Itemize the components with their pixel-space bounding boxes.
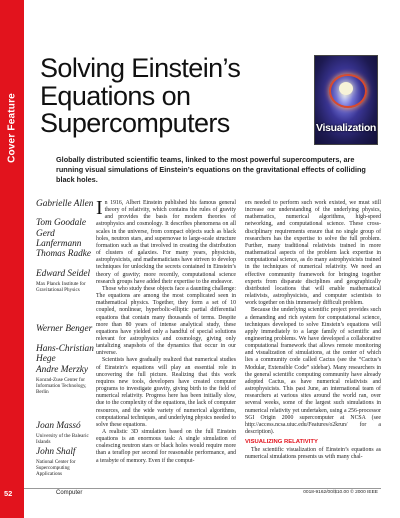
article-deck: Globally distributed scientific teams, linked to the most powerful supercomputers, are running visual simulations of Einstein’s equations on the gravitational effects of colliding black holes. (56, 155, 366, 184)
title-line-2: Equations on (40, 80, 191, 111)
author (36, 325, 96, 335)
page-number-box (0, 488, 24, 500)
magazine-name: Computer (56, 490, 83, 496)
author-name: Andre Merzky (36, 365, 89, 375)
author-affiliation: Konrad-Zuse Center for Information Technology, Berlin (36, 376, 87, 396)
author (36, 200, 96, 210)
body-column-2 (245, 200, 381, 462)
cover-feature-bar (0, 0, 24, 518)
author-name: Hans-Christian Hege (36, 344, 94, 364)
author-name: Edward Seidel (36, 269, 91, 279)
author (36, 250, 96, 260)
author (36, 345, 96, 364)
body-paragraph (96, 197, 236, 286)
body-paragraph: Those who study these objects face a daunting challenge: The equations are among the most complicated seen in mathematical physics. Together, they form a set of 10 coupled, nonlinear, hyperbolic-elliptic partial differential equations that contain many thousands of terms. Despite more than 80 years of intense analytical study, these equations have yielded only a handful of special solutions relevant for astrophysics and cosmology, giving only tantalizing snapshots of the dynamics that occur in our universe. (96, 285, 236, 357)
author-name: Gabrielle Allen (36, 199, 94, 209)
black-hole-core (339, 82, 353, 95)
body-paragraph: A realistic 3D simulation based on the full Einstein equations is an enormous task: A single simulation of coalescing neutron stars or black holes would require more than a teraflop per second for reasonable performance, and a terabyte of memory. Even if the comput- (96, 429, 236, 464)
author-affiliation: University of the Balearic Islands (36, 432, 89, 445)
imprint: 0018-9162/00/$10.00 © 2000 IEEE (303, 490, 378, 495)
title-line-3: Supercomputers (40, 108, 230, 138)
author (36, 422, 96, 445)
author-name: Thomas Radke (36, 249, 92, 259)
black-hole-visualization-image (314, 55, 378, 145)
section-heading: VISUALIZING RELATIVITY (245, 439, 318, 446)
body-column-1 (96, 197, 236, 465)
author-affiliation: National Center for Supercomputing Applications (36, 458, 76, 478)
section-label: Cover Feature (6, 93, 18, 163)
page-footer (0, 488, 400, 500)
author (36, 448, 96, 477)
drop-cap: I (96, 197, 103, 219)
title-line-1: Solving Einstein’s (40, 53, 241, 83)
author (36, 230, 96, 249)
footer-rule (24, 488, 381, 489)
section-label-wrap (2, 48, 22, 208)
author-name: Gerd Lanfermann (36, 229, 82, 249)
page-number: 52 (4, 489, 13, 498)
author-name: Joan Massó (36, 421, 81, 431)
author-name: Tom Goodale (36, 218, 87, 228)
author (36, 219, 96, 229)
body-text: n 1916, Albert Einstein published his famous general theory of relativity, which contains the rules of gravity and provides the basis for modern theories of astrophysics and cosmology. It describes phenomena on all scales in the universe, from compact objects such as black holes, neutron stars, and supernovae to large-scale structure formation such as that involved in creating the distribution of clusters of galaxies. For many years, physicists, astrophysicists, and mathematicians have striven to develop techniques for unlocking the secrets contained in Einstein’s theory of gravity; more recently, computational science research groups have added their expertise to the endeavor. (96, 200, 236, 285)
author (36, 366, 96, 395)
body-paragraph: The scientific visualization of Einstein’s equations as numerical simulations presents us with many chal- (245, 447, 381, 461)
author (36, 270, 96, 293)
image-label: Visualization (315, 122, 377, 134)
body-paragraph: Scientists have gradually realized that numerical studies of Einstein’s equations will play an essential role in uncovering the full picture. Realizing that this work requires new tools, developers have created computer programs to investigate gravity, giving birth to the field of numerical relativity. Progress here has been initially slow, due to the complexity of the equations, the lack of computer resources, and the wide variety of numerical algorithms, computational techniques, and underlying physics needed to solve these equations. (96, 357, 236, 428)
body-paragraph: Because the underlying scientific project provides such a demanding and rich system for computational science, techniques developed to solve Einstein’s equations will apply immediately to a large family of scientific and engineering problems. We have developed a collaborative computational framework that allows remote monitoring and visualization of simulations, at the center of which lies a community code called Cactus (see the “Cactus’s Modular, Extensible Code” sidebar). Many researchers in the general scientific computing community have already adopted Cactus, as have numerical relativists and astrophysicists. This past June, an international team of researchers at various sites around the world ran, over several weeks, some of the largest such simulations in numerical relativity yet undertaken, using a 256-processor SGI Origin 2000 supercomputer at NCSA (see http://access.ncsa.uiuc.edu/Features/o2krun/ for a description). (245, 307, 381, 435)
article-title (40, 55, 300, 138)
author-name: John Shalf (36, 447, 76, 457)
body-paragraph: ers needed to perform such work existed, we must still increase our understanding of the underlying physics, mathematics, numerical algorithms, high-speed networking, and computational science. These cross-disciplinary requirements ensure that no single group of researchers has the expertise to solve the full problem. Further, many traditional relativists trained in more mathematical aspects of the problem lack expertise in computational science, as do many astrophysicists trained in the techniques of numerical relativity. We need an effective community framework for bringing together experts from disparate disciplines and geographically distributed locations that will enable mathematical relativists, astrophysicists, and computer scientists to work together on this immensely difficult problem. (245, 200, 381, 307)
author-name: Werner Benger (36, 324, 93, 334)
author-affiliation: Max Planck Institute for Gravitational Physics (36, 280, 86, 293)
